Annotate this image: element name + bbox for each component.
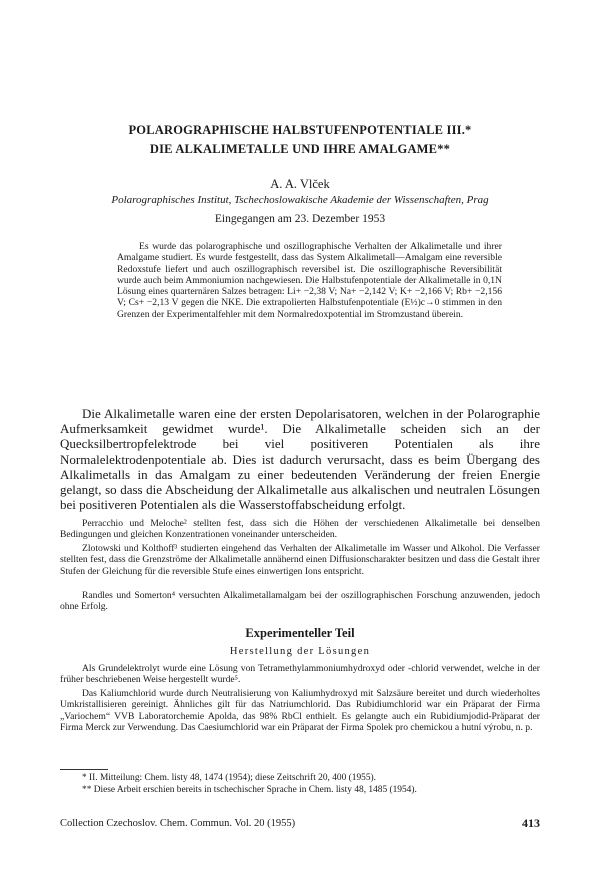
body-paragraph-4: Als Grundelektrolyt wurde eine Lösung von Tetramethylammoniumhydroxyd oder -chlorid verwendet, welche in der früher beschriebenen Weise hergestellt wurde⁵. (60, 663, 540, 686)
body-paragraph-1: Perracchio und Meloche² stellten fest, dass sich die Höhen der verschiedenen Alkalimetalle bei denselben Bedingungen und gleichen Konzentrationen voneinander unterscheiden. (60, 518, 540, 541)
body-paragraph-5: Das Kaliumchlorid wurde durch Neutralisierung von Kaliumhydroxyd mit Salzsäure bereitet und durch wiederholtes Umkristallisieren gereinigt. Ähnliches gilt für das Natriumchlorid. Das Rubidiumchlorid war ein Präparat der Firma „Variochem“ VVB Laboratorchemie Apolda, das 98% RbCl enthielt. Es gelangte auch ein Rubidiumjodid-Präparat der Firma Merck zur Verwendung. Das Caesiumchlorid war ein Präparat der Firma Spolek pro chemickou a hutní výrobu, n. p. (60, 688, 540, 734)
abstract: Es wurde das polarographische und oszillographische Verhalten der Alkalimetalle und ihrer Amalgame studiert. Es wurde festgestellt, dass das System Alkalimetall—Amalgam eine reversible Redoxstufe liefert und auch oszillographisch reversibel ist. Die oszillographische Reversibilität wurde auch beim Ammoniumion nachgewiesen. Die Halbstufenpotentiale der Alkalimetalle in 0,1N Lösung eines quarternären Salzes betragen: Li+ −2,38 V; Na+ −2,142 V; K+ −2,166 V; Rb+ −2,156 V; Cs+ −2,13 V gegen die NKE. Die extrapolierten Halbstufenpotentiale (E½)c→0 stimmen in den Grenzen der Experimentalfehler mit dem Normalredoxpotential im Stromzustand überein. (117, 241, 502, 320)
intro-paragraph: Die Alkalimetalle waren eine der ersten Depolarisatoren, welchen in der Polarographie Aufmerksamkeit gewidmet wurde¹. Die Alkalimetalle scheiden sich an der Quecksilbertropfelektrode bei viel positiveren Potentialen als ihre Normalelektrodenpotentiale ab. Dies ist dadurch verursacht, dass es beim Übergang des Alkalimetalls in das Amalgam zu einer bedeutenden Veränderung der freien Energie gelangt, so dass die Abscheidung der Alkalimetalle aus alkalischen und neutralen Lösungen bei positiveren Potentialen als die Wasserstoffabscheidung erfolgt. (60, 406, 540, 513)
body-paragraph-3: Randles und Somerton⁴ versuchten Alkalimetallamalgam bei der oszillographischen Forschung anzuwenden, jedoch ohne Erfolg. (60, 590, 540, 613)
author-affiliation: Polarographisches Institut, Tschechoslowakische Akademie der Wissenschaften, Prag (111, 194, 489, 206)
footnote-2: ** Diese Arbeit erschien bereits in tschechischer Sprache in Chem. listy 48, 1485 (1954). (82, 785, 417, 795)
journal-citation: Collection Czechoslov. Chem. Commun. Vol. 20 (1955) (60, 818, 296, 829)
author-name: A. A. Vlček (270, 177, 330, 191)
article-title-line-1: POLAROGRAPHISCHE HALBSTUFENPOTENTIALE III.* (128, 123, 472, 137)
subsection-heading: Herstellung der Lösungen (229, 646, 371, 657)
footnote-1: * II. Mitteilung: Chem. listy 48, 1474 (1954); diese Zeitschrift 20, 400 (1955). (82, 773, 376, 783)
section-heading: Experimenteller Teil (245, 626, 355, 640)
article-title-line-2: DIE ALKALIMETALLE UND IHRE AMALGAME** (149, 142, 451, 156)
body-paragraph-2: Zlotowski und Kolthoff³ studierten eingehend das Verhalten der Alkalimetalle im Wasser und Alkohol. Die Verfasser stellten fest, dass die Grenzströme der Alkalimetalle annähernd einen Diffusionscharakter besitzen und dass die Gestalt ihrer Stufen der Gleichung für die reversible Stufe eines einwertigen Ions entspricht. (60, 543, 540, 577)
received-date: Eingegangen am 23. Dezember 1953 (214, 213, 386, 225)
page-number: 413 (522, 816, 540, 830)
footnote-divider (60, 769, 108, 770)
